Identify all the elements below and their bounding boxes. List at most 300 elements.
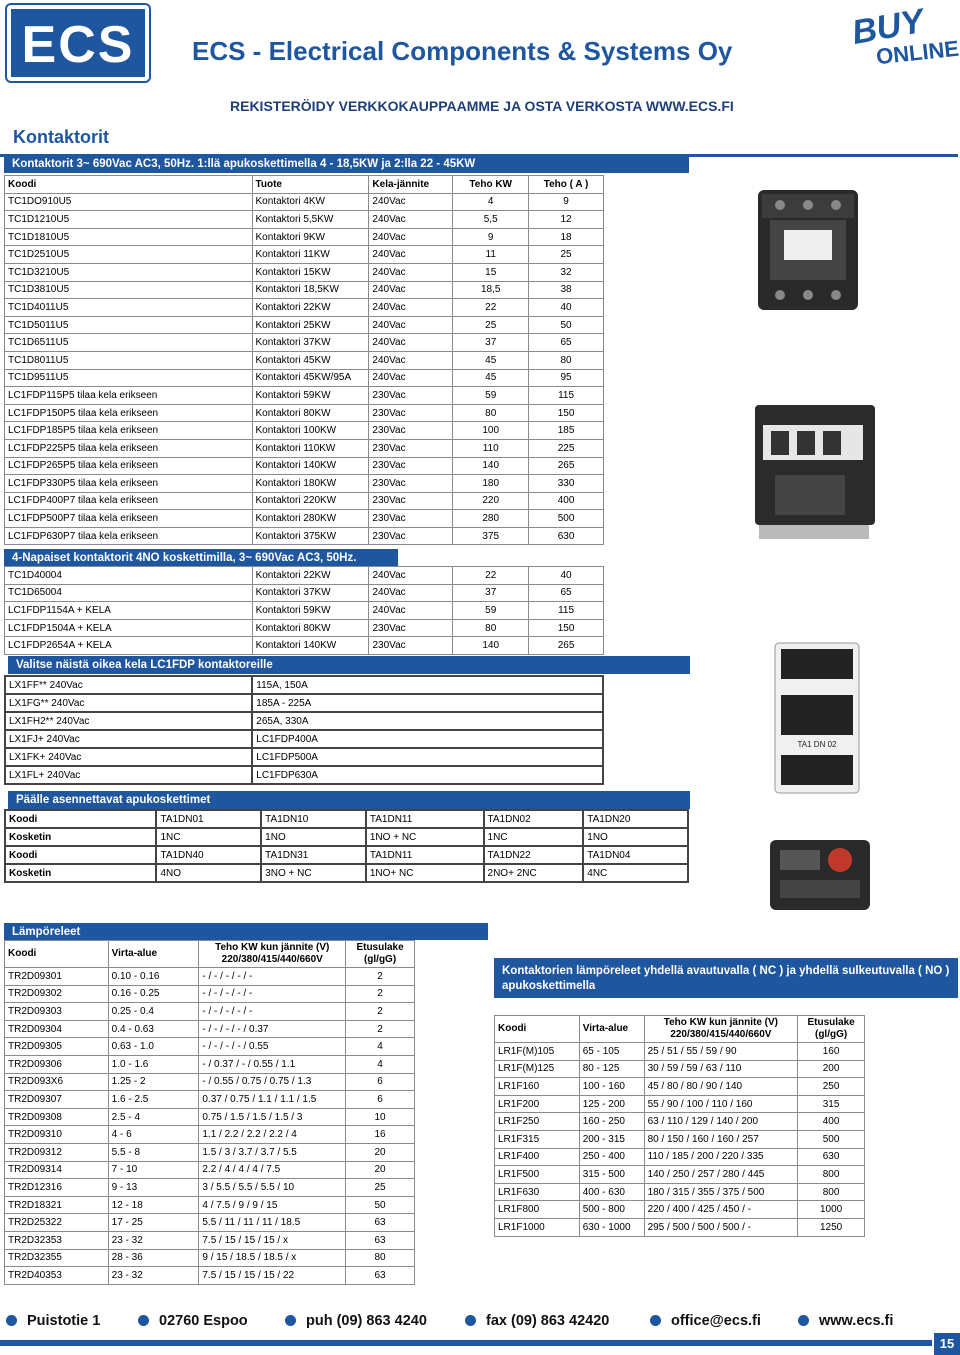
table-cell: LX1FG** 240Vac (5, 694, 252, 712)
table-row (495, 1201, 865, 1219)
table-row (495, 1043, 865, 1061)
table-cell: 9 (529, 193, 604, 211)
table-cell: 230Vac (369, 510, 453, 528)
table-cell: TA1DN11 (366, 810, 484, 828)
table-cell: Kontaktori 220KW (252, 492, 369, 510)
table-cell: LR1F160 (495, 1078, 580, 1096)
table-cell: 630 - 1000 (579, 1218, 644, 1236)
table-cell: 230Vac (369, 457, 453, 475)
table-row (5, 475, 604, 493)
footer-fax: fax (09) 863 42420 (465, 1313, 609, 1329)
table-cell: 63 (346, 1231, 415, 1249)
bullet-icon (798, 1315, 809, 1326)
table-row (5, 730, 603, 748)
table-cell: LC1FDP1504A + KELA (5, 619, 253, 637)
table-cell: 125 - 200 (579, 1095, 644, 1113)
table-cell: 230Vac (369, 404, 453, 422)
table-cell: Koodi (5, 846, 156, 864)
table-cell: Kontaktori 5,5KW (252, 211, 369, 229)
table-cell: 7.5 / 15 / 15 / 15 / 22 (199, 1267, 346, 1285)
footer-address: Puistotie 1 (6, 1313, 100, 1329)
table-cell: LC1FDP265P5 tilaa kela erikseen (5, 457, 253, 475)
table-cell: 225 (529, 439, 604, 457)
table-row (5, 1231, 415, 1249)
table-cell: 240Vac (369, 246, 453, 264)
column-header: Teho KW (453, 176, 529, 194)
table-cell: 80 - 125 (579, 1060, 644, 1078)
table-cell: 1.0 - 1.6 (108, 1055, 199, 1073)
table-cell: LC1FDP630P7 tilaa kela erikseen (5, 527, 253, 545)
table-row (5, 1055, 415, 1073)
table-row (5, 510, 604, 528)
table-cell: 80 / 150 / 160 / 160 / 257 (644, 1130, 798, 1148)
table-cell: 5,5 (453, 211, 529, 229)
table-cell: 230Vac (369, 387, 453, 405)
contactor-relays-table (494, 1015, 865, 1237)
table-row (5, 228, 604, 246)
table-cell: 250 - 400 (579, 1148, 644, 1166)
table-cell: 2.5 - 4 (108, 1108, 199, 1126)
table-cell: LX1FH2** 240Vac (5, 712, 252, 730)
table-cell: 37 (453, 584, 529, 602)
table-cell: 80 (529, 351, 604, 369)
column-header: Koodi (5, 176, 253, 194)
table-cell: Kontaktori 59KW (252, 602, 369, 620)
table-cell: TC1D3810U5 (5, 281, 253, 299)
table-cell: Kontaktori 18,5KW (252, 281, 369, 299)
footer-email[interactable]: office@ecs.fi (650, 1313, 761, 1329)
table-row (5, 748, 603, 766)
table-cell: LR1F400 (495, 1148, 580, 1166)
table-cell: 240Vac (369, 228, 453, 246)
table-cell: 10 (346, 1108, 415, 1126)
table-cell: LC1FDP500P7 tilaa kela erikseen (5, 510, 253, 528)
table-row (5, 766, 603, 784)
column-header: Virta-alue (579, 1016, 644, 1043)
column-header: Teho ( A ) (529, 176, 604, 194)
table-cell: 59 (453, 602, 529, 620)
table-cell: - / - / - / - / - (199, 985, 346, 1003)
footer-divider (0, 1340, 932, 1346)
table-cell: Kontaktori 37KW (252, 334, 369, 352)
table-row (495, 1218, 865, 1236)
table-cell: 65 - 105 (579, 1043, 644, 1061)
table-cell: 100 - 160 (579, 1078, 644, 1096)
table-cell: TR2D40353 (5, 1267, 109, 1285)
table-cell: 230Vac (369, 422, 453, 440)
table-row (5, 968, 415, 986)
table-row (5, 1091, 415, 1109)
table-cell: TA1DN22 (484, 846, 584, 864)
table-cell: Kontaktori 59KW (252, 387, 369, 405)
bullet-icon (6, 1315, 17, 1326)
table-cell: Kontaktori 180KW (252, 475, 369, 493)
table-cell: TA1DN31 (261, 846, 366, 864)
table-cell: TC1D1810U5 (5, 228, 253, 246)
table-cell: 800 (798, 1166, 865, 1184)
table-row (5, 369, 604, 387)
table-cell: 500 (798, 1130, 865, 1148)
table-cell: 4 (453, 193, 529, 211)
table-cell: 45 (453, 351, 529, 369)
table-cell: TC1D6511U5 (5, 334, 253, 352)
table-cell: 6 (346, 1073, 415, 1091)
table-cell: 65 (529, 584, 604, 602)
table-cell: 4 - 6 (108, 1126, 199, 1144)
table-cell: Kontaktori 45KW (252, 351, 369, 369)
table-cell: 115 (529, 602, 604, 620)
section-contactor-relays-title: Kontaktorien lämpöreleet yhdellä avautuvalla ( NC ) ja yhdellä sulkeutuvalla ( NO ) apukoskettimella (494, 958, 958, 998)
table-cell: Kontaktori 4KW (252, 193, 369, 211)
table-cell: 185 (529, 422, 604, 440)
table-cell: 45 (453, 369, 529, 387)
table-cell: 40 (529, 299, 604, 317)
table-header-row (5, 941, 415, 968)
table-cell: 30 / 59 / 59 / 63 / 110 (644, 1060, 798, 1078)
table-cell: 37 (453, 334, 529, 352)
table-cell: 4 (346, 1055, 415, 1073)
table-cell: Kontaktori 80KW (252, 404, 369, 422)
table-row (5, 334, 604, 352)
table-cell: 240Vac (369, 193, 453, 211)
table-row (5, 1073, 415, 1091)
table-cell: 1NO + NC (366, 828, 484, 846)
table-cell: 240Vac (369, 281, 453, 299)
table-cell: 265 (529, 457, 604, 475)
table-cell: TC1D4011U5 (5, 299, 253, 317)
table-row (5, 602, 604, 620)
table-cell: 0.16 - 0.25 (108, 985, 199, 1003)
column-header: Etusulake (gl/gG) (346, 941, 415, 968)
table-cell: 500 (529, 510, 604, 528)
table-row (5, 985, 415, 1003)
table-cell: 16 (346, 1126, 415, 1144)
table-cell: 140 (453, 637, 529, 655)
table-cell: TR2D12316 (5, 1179, 109, 1197)
table-cell: LC1FDP1154A + KELA (5, 602, 253, 620)
table-cell: 3NO + NC (261, 864, 366, 882)
column-header: Koodi (495, 1016, 580, 1043)
column-header: Tuote (252, 176, 369, 194)
table-cell: 65 (529, 334, 604, 352)
column-header: Virta-alue (108, 941, 199, 968)
ecs-logo (7, 5, 149, 81)
table-cell: TC1D2510U5 (5, 246, 253, 264)
table-cell: 295 / 500 / 500 / 500 / - (644, 1218, 798, 1236)
table-cell: 180 / 315 / 355 / 375 / 500 (644, 1183, 798, 1201)
table-cell: 2NO+ 2NC (484, 864, 584, 882)
table-row (5, 810, 688, 828)
table-cell: 240Vac (369, 211, 453, 229)
table-cell: 400 - 630 (579, 1183, 644, 1201)
table-cell: 80 (346, 1249, 415, 1267)
table-row (5, 316, 604, 334)
table-row (495, 1183, 865, 1201)
table-cell: 95 (529, 369, 604, 387)
table-cell: LR1F1000 (495, 1218, 580, 1236)
table-cell: 150 (529, 619, 604, 637)
table-row (5, 1249, 415, 1267)
table-row (5, 1179, 415, 1197)
table-cell: 240Vac (369, 584, 453, 602)
table-cell: LC1FDP330P5 tilaa kela erikseen (5, 475, 253, 493)
footer-phone: puh (09) 863 4240 (285, 1313, 427, 1329)
table-cell: Koodi (5, 810, 156, 828)
table-cell: LC1FDP630A (252, 766, 603, 784)
table-row (5, 457, 604, 475)
table-row (5, 1161, 415, 1179)
table-row (5, 1143, 415, 1161)
table-cell: 1000 (798, 1201, 865, 1219)
table-cell: 240Vac (369, 369, 453, 387)
table-header-row (495, 1016, 865, 1043)
table-row (5, 211, 604, 229)
section-4pole-title: 4-Napaiset kontaktorit 4NO koskettimilla, 3~ 690Vac AC3, 50Hz. (4, 549, 398, 566)
table-cell: 0.63 - 1.0 (108, 1038, 199, 1056)
table-cell: 160 - 250 (579, 1113, 644, 1131)
table-cell: 20 (346, 1143, 415, 1161)
table-cell: Kontaktori 45KW/95A (252, 369, 369, 387)
table-row (5, 422, 604, 440)
table-cell: LX1FF** 240Vac (5, 676, 252, 694)
table-cell: TA1DN02 (484, 810, 584, 828)
table-cell: TR2D09305 (5, 1038, 109, 1056)
table-cell: 5.5 / 11 / 11 / 11 / 18.5 (199, 1214, 346, 1232)
table-cell: 315 (798, 1095, 865, 1113)
table-cell: 230Vac (369, 527, 453, 545)
table-row (5, 527, 604, 545)
table-cell: 375 (453, 527, 529, 545)
table-cell: - / 0.37 / - / 0.55 / 1.1 (199, 1055, 346, 1073)
table-row (5, 864, 688, 882)
bullet-icon (138, 1315, 149, 1326)
table-cell: 110 (453, 439, 529, 457)
section-aux-title: Päälle asennettavat apukoskettimet (8, 791, 690, 809)
table-cell: 240Vac (369, 334, 453, 352)
table-row (5, 1126, 415, 1144)
table-row (5, 619, 604, 637)
table-cell: 240Vac (369, 602, 453, 620)
table-row (5, 637, 604, 655)
footer-city: 02760 Espoo (138, 1313, 248, 1329)
table-cell: 1.6 - 2.5 (108, 1091, 199, 1109)
table-cell: 185A - 225A (252, 694, 603, 712)
table-cell: 240Vac (369, 299, 453, 317)
table-cell: TA1DN20 (583, 810, 688, 828)
table-cell: 40 (529, 567, 604, 585)
table-row (5, 351, 604, 369)
table-cell: TR2D09301 (5, 968, 109, 986)
table-cell: 15 (453, 263, 529, 281)
table-cell: 1NC (484, 828, 584, 846)
table-row (5, 584, 604, 602)
table-cell: Kontaktori 22KW (252, 567, 369, 585)
table-cell: 1NO+ NC (366, 864, 484, 882)
table-cell: 32 (529, 263, 604, 281)
column-header: Kela-jännite (369, 176, 453, 194)
table-row (5, 1214, 415, 1232)
table-cell: LR1F630 (495, 1183, 580, 1201)
table-cell: TR2D09314 (5, 1161, 109, 1179)
table-cell: LC1FDP225P5 tilaa kela erikseen (5, 439, 253, 457)
table-cell: LC1FDP115P5 tilaa kela erikseen (5, 387, 253, 405)
table-cell: TC1D65004 (5, 584, 253, 602)
table-cell: 1.1 / 2.2 / 2.2 / 2.2 / 4 (199, 1126, 346, 1144)
table-row (5, 1038, 415, 1056)
table-cell: LC1FDP400A (252, 730, 603, 748)
table-row (495, 1130, 865, 1148)
table-cell: LX1FK+ 240Vac (5, 748, 252, 766)
table-row (5, 299, 604, 317)
table-cell: 630 (798, 1148, 865, 1166)
table-cell: 23 - 32 (108, 1267, 199, 1285)
table-cell: LC1FDP400P7 tilaa kela erikseen (5, 492, 253, 510)
buy-online-text[interactable]: ONLINE (874, 35, 960, 70)
table-cell: 315 - 500 (579, 1166, 644, 1184)
table-row (495, 1060, 865, 1078)
table-cell: 3 / 5.5 / 5.5 / 5.5 / 10 (199, 1179, 346, 1197)
table-cell: 0.37 / 0.75 / 1.1 / 1.1 / 1.5 (199, 1091, 346, 1109)
buy-online-logo[interactable]: BUY (849, 2, 927, 52)
table-cell: 2.2 / 4 / 4 / 4 / 7.5 (199, 1161, 346, 1179)
table-cell: 330 (529, 475, 604, 493)
column-header: Koodi (5, 941, 109, 968)
table-cell: TR2D32353 (5, 1231, 109, 1249)
table-cell: 18,5 (453, 281, 529, 299)
company-name: ECS - Electrical Components & Systems Oy (192, 36, 733, 66)
table-cell: 4 (346, 1038, 415, 1056)
bullet-icon (465, 1315, 476, 1326)
table-cell: Kontaktori 140KW (252, 457, 369, 475)
table-cell: Kontaktori 80KW (252, 619, 369, 637)
table-cell: 28 - 36 (108, 1249, 199, 1267)
table-cell: 5.5 - 8 (108, 1143, 199, 1161)
footer-website[interactable]: www.ecs.fi (798, 1313, 893, 1329)
table-cell: 115 (529, 387, 604, 405)
table-cell: 265A, 330A (252, 712, 603, 730)
table-cell: 63 / 110 / 129 / 140 / 200 (644, 1113, 798, 1131)
table-row (5, 694, 603, 712)
table-cell: 160 (798, 1043, 865, 1061)
table-cell: 17 - 25 (108, 1214, 199, 1232)
table-cell: 59 (453, 387, 529, 405)
table-cell: TC1D1210U5 (5, 211, 253, 229)
table-cell: 2 (346, 985, 415, 1003)
table-cell: 0.75 / 1.5 / 1.5 / 1.5 / 3 (199, 1108, 346, 1126)
table-cell: TA1DN10 (261, 810, 366, 828)
table-cell: 2 (346, 1003, 415, 1021)
table-cell: 140 (453, 457, 529, 475)
table-cell: Kontaktori 140KW (252, 637, 369, 655)
table-cell: Kontaktori 25KW (252, 316, 369, 334)
table-cell: 220 (453, 492, 529, 510)
table-cell: TR2D09303 (5, 1003, 109, 1021)
table-row (495, 1166, 865, 1184)
table-cell: TR2D25322 (5, 1214, 109, 1232)
table-cell: Kontaktori 110KW (252, 439, 369, 457)
contactors-table (4, 175, 604, 545)
bullet-icon (285, 1315, 296, 1326)
table-cell: Kontaktori 15KW (252, 263, 369, 281)
table-cell: 22 (453, 299, 529, 317)
table-cell: LR1F315 (495, 1130, 580, 1148)
table-cell: 0.25 - 0.4 (108, 1003, 199, 1021)
table-cell: Kontaktori 22KW (252, 299, 369, 317)
table-cell: 230Vac (369, 475, 453, 493)
table-cell: 400 (529, 492, 604, 510)
table-cell: 1NO (583, 828, 688, 846)
table-cell: 23 - 32 (108, 1231, 199, 1249)
table-cell: 1NO (261, 828, 366, 846)
table-row (5, 439, 604, 457)
table-cell: 0.10 - 0.16 (108, 968, 199, 986)
table-cell: LC1FDP185P5 tilaa kela erikseen (5, 422, 253, 440)
table-cell: 265 (529, 637, 604, 655)
table-row (5, 712, 603, 730)
section-thermal-relays-title: Lämpöreleet (4, 923, 488, 940)
table-cell: TC1D5011U5 (5, 316, 253, 334)
table-cell: 200 - 315 (579, 1130, 644, 1148)
table-cell: LC1FDP500A (252, 748, 603, 766)
table-cell: 20 (346, 1161, 415, 1179)
section-coil-title: Valitse näistä oikea kela LC1FDP kontaktoreille (8, 656, 690, 674)
table-cell: 22 (453, 567, 529, 585)
table-cell: 25 / 51 / 55 / 59 / 90 (644, 1043, 798, 1061)
logo-text: ECS (21, 16, 135, 74)
column-header: Teho KW kun jännite (V) 220/380/415/440/660V (644, 1016, 798, 1043)
table-cell: - / - / - / - / 0.55 (199, 1038, 346, 1056)
table-cell: 25 (346, 1179, 415, 1197)
table-cell: 400 (798, 1113, 865, 1131)
table-cell: 220 / 400 / 425 / 450 / - (644, 1201, 798, 1219)
table-cell: 4 / 7.5 / 9 / 9 / 15 (199, 1196, 346, 1214)
table-cell: 12 (529, 211, 604, 229)
table-row (5, 281, 604, 299)
table-row (5, 846, 688, 864)
table-cell: 4NC (583, 864, 688, 882)
table-cell: TR2D093X6 (5, 1073, 109, 1091)
table-cell: 55 / 90 / 100 / 110 / 160 (644, 1095, 798, 1113)
table-cell: TR2D09302 (5, 985, 109, 1003)
table-cell: 110 / 185 / 200 / 220 / 335 (644, 1148, 798, 1166)
table-cell: 240Vac (369, 316, 453, 334)
table-row (5, 492, 604, 510)
thermal-relay-photo (760, 820, 880, 920)
table-cell: 1.5 / 3 / 3.7 / 3.7 / 5.5 (199, 1143, 346, 1161)
table-cell: 1.25 - 2 (108, 1073, 199, 1091)
table-row (495, 1078, 865, 1096)
table-cell: - / - / - / - / - (199, 1003, 346, 1021)
aux-contacts-table (4, 809, 689, 883)
table-cell: TA1DN40 (156, 846, 261, 864)
table-cell: 80 (453, 619, 529, 637)
table-cell: TA1DN01 (156, 810, 261, 828)
page-title: Kontaktorit (13, 127, 109, 147)
table-cell: - / - / - / - / 0.37 (199, 1020, 346, 1038)
table-cell: TC1D9511U5 (5, 369, 253, 387)
table-cell: Kontaktori 11KW (252, 246, 369, 264)
table-cell: 250 (798, 1078, 865, 1096)
table-cell: 9 / 15 / 18.5 / 18.5 / x (199, 1249, 346, 1267)
table-cell: 11 (453, 246, 529, 264)
table-cell: TA1DN11 (366, 846, 484, 864)
table-cell: TR2D32355 (5, 1249, 109, 1267)
table-cell: 150 (529, 404, 604, 422)
register-banner: REKISTERÖIDY VERKKOKAUPPAAMME JA OSTA VERKOSTA WWW.ECS.FI (230, 98, 734, 114)
table-cell: TR2D09307 (5, 1091, 109, 1109)
table-row (5, 676, 603, 694)
table-cell: 63 (346, 1214, 415, 1232)
